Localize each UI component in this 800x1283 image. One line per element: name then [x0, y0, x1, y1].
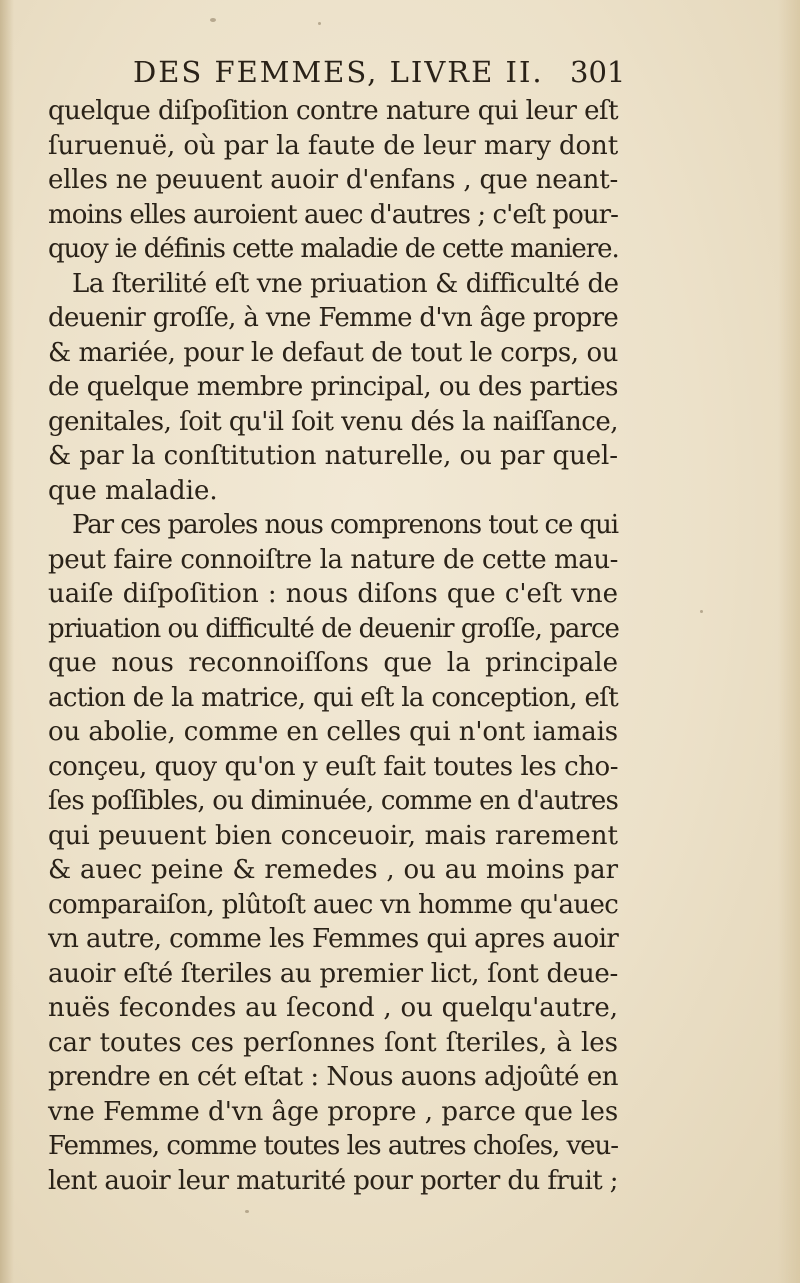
text-line: & mariée, pour le defaut de tout le corps, ou: [48, 337, 618, 368]
text-line: priuation ou difficulté de deuenir groſſe, parce: [48, 613, 619, 644]
text-line: qui peuuent bien conceuoir, mais rarement: [48, 820, 618, 851]
paper-speck: [700, 610, 703, 613]
page-number: 301: [570, 55, 626, 89]
paper-speck: [245, 1210, 249, 1213]
text-line: Femmes, comme toutes les autres choſes, veu-: [48, 1131, 619, 1161]
text-line: vne Femme d'vn âge propre , parce que les: [48, 1096, 619, 1127]
text-line: deuenir groſſe, à vne Femme d'vn âge propre: [48, 303, 619, 333]
text-line: vn autre, comme les Femmes qui apres auoir: [48, 924, 619, 954]
text-line: lent auoir leur maturité pour porter du fruit ;: [48, 1165, 618, 1196]
text-line: comparaiſon, plûtoſt auec vn homme qu'auec: [48, 889, 619, 920]
text-line: Par ces paroles nous comprenons tout ce qui: [72, 510, 618, 540]
body-text: [48, 94, 618, 1198]
paper-speck: [210, 18, 216, 22]
text-line: nuës fecondes au ſecond , ou quelqu'autre,: [48, 993, 618, 1023]
gutter-shadow: [0, 0, 14, 1283]
text-line: genitales, ſoit qu'il ſoit venu dés la naiſſance,: [48, 406, 618, 437]
text-line: que nous reconnoiſſons que la principale: [48, 648, 618, 678]
text-line: & par la conſtitution naturelle, ou par quel-: [48, 441, 618, 471]
text-line: que maladie.: [48, 475, 218, 506]
text-line: uaiſe diſpoſition : nous diſons que c'eſt vne: [48, 579, 618, 609]
text-line: car toutes ces perſonnes ſont ſteriles, à les: [48, 1027, 618, 1058]
text-line: elles ne peuuent auoir d'enfans , que neant-: [48, 165, 619, 195]
running-head: DES FEMMES, LIVRE II.: [133, 55, 544, 89]
text-line: peut faire connoiſtre la nature de cette mau-: [48, 544, 619, 575]
page-edge: [778, 0, 800, 1283]
text-line: ſes poſſibles, ou diminuée, comme en d'autres: [48, 786, 618, 816]
text-line: La ſterilité eſt vne priuation & difficulté de: [72, 268, 619, 299]
text-line: moins elles auroient auec d'autres ; c'eſt pour-: [48, 199, 618, 230]
paper-speck: [318, 22, 321, 25]
text-line: quelque diſpoſition contre nature qui leur eſt: [48, 96, 619, 126]
text-line: prendre en cét eſtat : Nous auons adjoûté en: [48, 1062, 618, 1092]
text-line: ſuruenuë, où par la faute de leur mary dont: [48, 130, 619, 161]
text-line: action de la matrice, qui eſt la conception, eſt: [48, 682, 619, 713]
text-line: quoy ie définis cette maladie de cette maniere.: [48, 234, 619, 264]
text-line: & auec peine & remedes , ou au moins par: [48, 855, 618, 885]
text-line: de quelque membre principal, ou des parties: [48, 372, 618, 402]
page-header: [48, 55, 628, 99]
text-line: ou abolie, comme en celles qui n'ont iamais: [48, 717, 619, 747]
text-line: auoir eſté ſteriles au premier lict, ſont deue-: [48, 958, 618, 989]
text-line: conçeu, quoy qu'on y euſt fait toutes les cho-: [48, 751, 619, 782]
